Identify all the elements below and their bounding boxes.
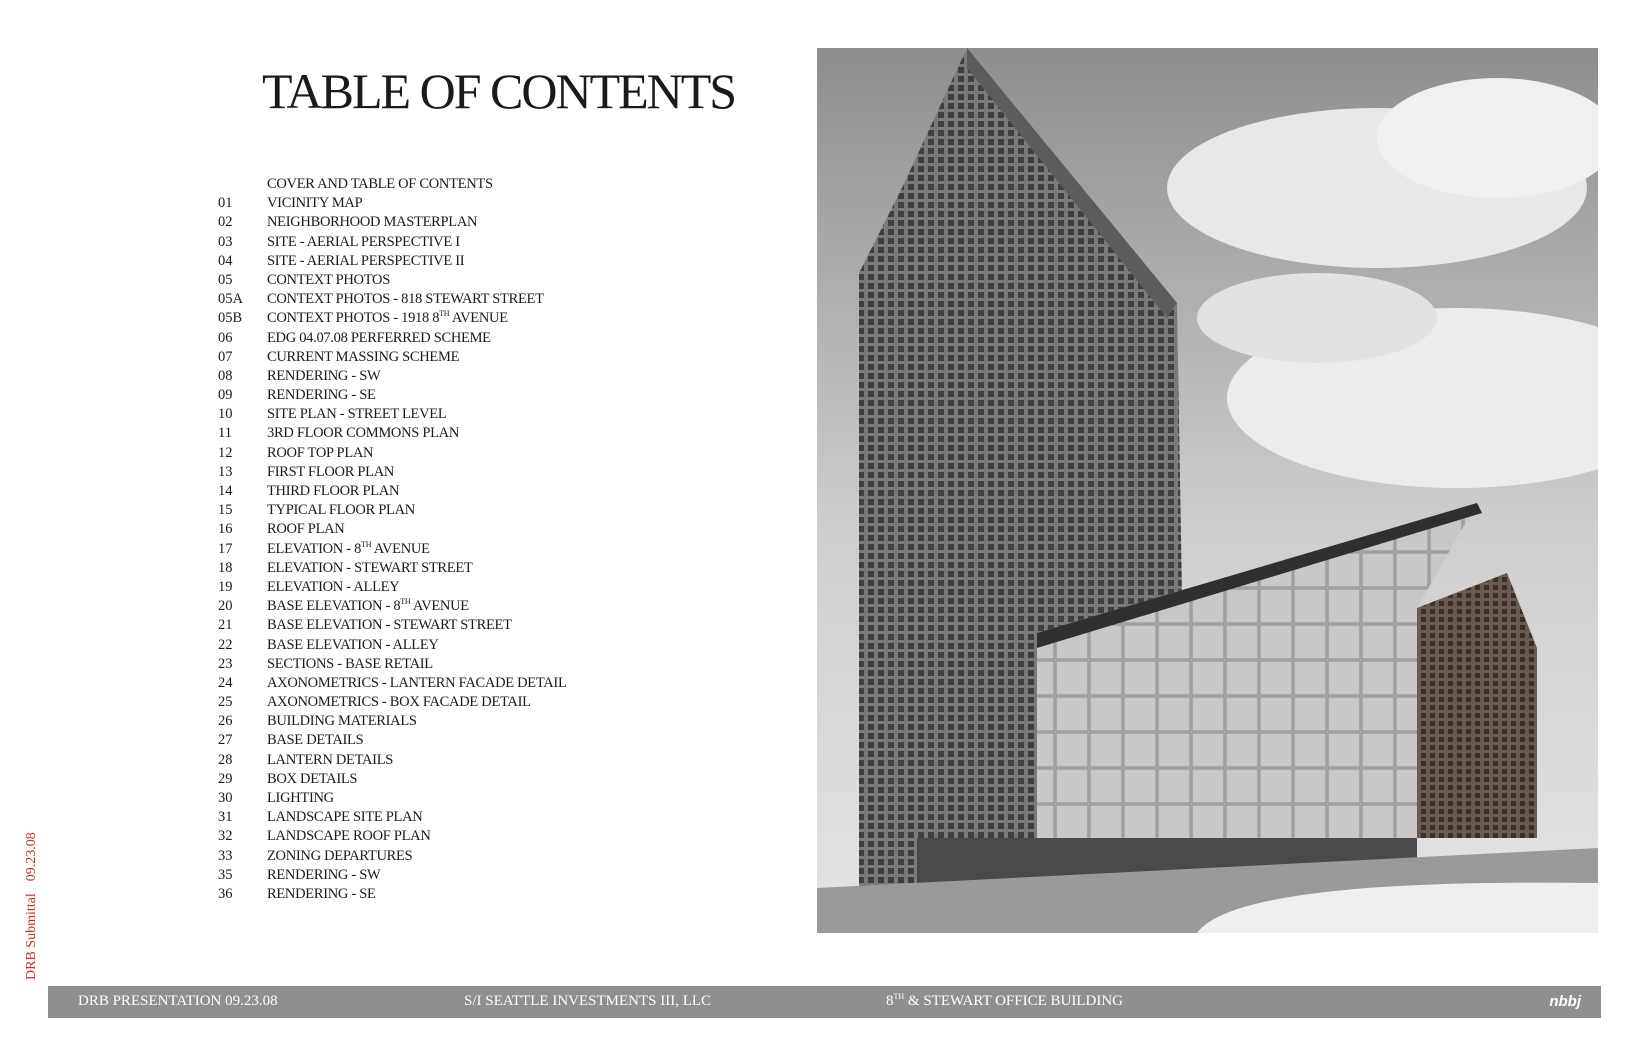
toc-row	[218, 674, 567, 693]
toc-number: 08	[218, 367, 233, 384]
toc-number: 05	[218, 271, 233, 288]
toc-row	[218, 367, 567, 386]
toc-label	[267, 367, 380, 386]
toc-row	[218, 540, 567, 559]
side-label-date: 09.23.08	[24, 832, 39, 882]
toc-row	[218, 463, 567, 482]
toc-label	[267, 559, 472, 578]
toc-label	[267, 329, 491, 348]
toc-label-text: LANDSCAPE SITE PLAN	[267, 809, 423, 826]
toc-label-text: 3RD FLOOR COMMONS PLAN	[267, 425, 460, 442]
toc-label-text: ROOF TOP PLAN	[267, 444, 374, 461]
toc-label-text: COVER AND TABLE OF CONTENTS	[267, 176, 493, 192]
toc-row	[218, 520, 567, 539]
toc-label	[267, 405, 446, 424]
toc-label	[267, 578, 399, 597]
toc-label-text: BASE ELEVATION - ALLEY	[267, 636, 439, 653]
toc-label-text: TYPICAL FLOOR PLAN	[267, 502, 415, 519]
toc-row	[218, 309, 567, 328]
toc-row	[218, 271, 567, 290]
toc-label	[267, 693, 531, 712]
toc-row	[218, 405, 567, 424]
toc-label	[267, 712, 417, 731]
toc-row	[218, 501, 567, 520]
toc-label-superscript: TH	[361, 539, 372, 549]
toc-number: 17	[218, 540, 233, 557]
toc-row	[218, 597, 567, 616]
toc-number: 32	[218, 828, 233, 845]
toc-row	[218, 751, 567, 770]
toc-label-text: RENDERING - SW	[267, 367, 381, 384]
toc-row	[218, 789, 567, 808]
toc-label	[267, 655, 433, 674]
toc-label	[267, 194, 362, 213]
building-rendering-svg	[817, 48, 1598, 933]
toc-row	[218, 847, 567, 866]
toc-label	[267, 252, 464, 271]
toc-row	[218, 175, 567, 194]
toc-row	[218, 213, 567, 232]
toc-label	[267, 751, 393, 770]
toc-label-text: SITE PLAN - STREET LEVEL	[267, 406, 447, 423]
toc-row	[218, 616, 567, 635]
toc-label	[267, 770, 357, 789]
toc-label	[267, 348, 459, 367]
toc-label	[267, 213, 477, 232]
toc-row	[218, 866, 567, 885]
toc-label-text: THIRD FLOOR PLAN	[267, 483, 400, 499]
toc-label-text: RENDERING - SE	[267, 387, 376, 404]
toc-label	[267, 636, 439, 655]
toc-label	[267, 616, 512, 635]
toc-row	[218, 559, 567, 578]
toc-number: 21	[218, 617, 233, 634]
toc-row	[218, 252, 567, 271]
toc-number: 29	[218, 770, 233, 787]
toc-number: 35	[218, 866, 233, 883]
toc-number: 19	[218, 578, 233, 595]
toc-label-text: AXONOMETRICS - LANTERN FACADE DETAIL	[267, 674, 567, 691]
toc-label-text: BASE ELEVATION - STEWART STREET	[267, 617, 512, 634]
toc-number: 16	[218, 521, 233, 538]
toc-label-text: LIGHTING	[267, 790, 334, 806]
toc-label-text: BASE DETAILS	[267, 732, 364, 749]
toc-number: 02	[218, 214, 233, 231]
toc-label	[267, 424, 459, 443]
toc-label-text: VICINITY MAP	[267, 195, 363, 212]
toc-label	[267, 674, 567, 693]
toc-row	[218, 386, 567, 405]
page-title: TABLE OF CONTENTS	[262, 63, 736, 119]
toc-row	[218, 578, 567, 597]
toc-label	[267, 827, 431, 846]
side-label-text: DRB Submittal	[24, 893, 39, 980]
toc-label	[267, 386, 376, 405]
toc-number: 14	[218, 483, 233, 499]
toc-label-text: SITE - AERIAL PERSPECTIVE I	[267, 233, 460, 250]
toc-number: 27	[218, 732, 233, 749]
toc-number: 30	[218, 790, 233, 806]
toc-label-text: ELEVATION - STEWART STREET	[267, 559, 473, 576]
toc-label	[267, 290, 544, 309]
toc-label-text: SITE - AERIAL PERSPECTIVE II	[267, 252, 465, 269]
toc-label	[267, 309, 508, 328]
toc-label-text: AXONOMETRICS - BOX FACADE DETAIL	[267, 694, 531, 711]
toc-label	[267, 597, 469, 616]
toc-row	[218, 885, 567, 904]
toc-label-superscript: TH	[400, 597, 411, 607]
toc-number: 06	[218, 329, 233, 346]
toc-label-text: RENDERING - SE	[267, 885, 376, 902]
toc-row	[218, 194, 567, 213]
toc-label-text: LANTERN DETAILS	[267, 751, 394, 768]
toc-number: 31	[218, 809, 233, 826]
toc-label	[267, 731, 363, 750]
footer-bar	[48, 986, 1601, 1018]
toc-number: 28	[218, 751, 233, 768]
toc-number: 33	[218, 847, 233, 864]
toc-number: 12	[218, 444, 233, 461]
toc-row	[218, 655, 567, 674]
toc-label	[267, 463, 394, 482]
table-of-contents	[218, 175, 567, 904]
toc-row	[218, 329, 567, 348]
toc-number: 15	[218, 502, 233, 519]
toc-label-text: ELEVATION - ALLEY	[267, 578, 400, 595]
toc-row	[218, 636, 567, 655]
toc-label-suffix: AVENUE	[371, 540, 430, 557]
toc-label-text: LANDSCAPE ROOF PLAN	[267, 828, 431, 845]
toc-row	[218, 482, 567, 501]
toc-label	[267, 808, 422, 827]
toc-row	[218, 827, 567, 846]
footer-project: 8TH & STEWART OFFICE BUILDING	[886, 992, 1123, 1009]
toc-number: 20	[218, 598, 233, 615]
toc-label-text: CONTEXT PHOTOS	[267, 271, 390, 288]
toc-number: 09	[218, 387, 233, 404]
toc-label	[267, 444, 373, 463]
toc-label	[267, 540, 430, 559]
toc-label-superscript: TH	[439, 309, 450, 319]
building-rendering-image	[817, 48, 1598, 933]
toc-number: 11	[218, 425, 232, 442]
toc-label-text: EDG 04.07.08 PERFERRED SCHEME	[267, 329, 491, 346]
toc-label-text: FIRST FLOOR PLAN	[267, 463, 395, 480]
toc-number: 13	[218, 463, 233, 480]
toc-number: 05A	[218, 291, 243, 308]
toc-label	[267, 789, 334, 808]
toc-row	[218, 290, 567, 309]
toc-label	[267, 885, 376, 904]
toc-row	[218, 731, 567, 750]
toc-label-text: ZONING DEPARTURES	[267, 847, 413, 864]
toc-number: 05B	[218, 310, 243, 327]
footer-presentation: DRB PRESENTATION 09.23.08	[78, 993, 278, 1009]
toc-number: 01	[218, 195, 233, 212]
toc-number: 03	[218, 233, 233, 250]
toc-number: 22	[218, 636, 233, 653]
toc-label	[267, 233, 460, 252]
nbbj-logo: nbbj	[1549, 993, 1581, 1010]
toc-label-text: BUILDING MATERIALS	[267, 713, 417, 730]
toc-number: 36	[218, 885, 233, 902]
footer-client: S/I SEATTLE INVESTMENTS III, LLC	[464, 993, 712, 1009]
toc-row	[218, 424, 567, 443]
toc-label-text: ELEVATION - 8	[267, 540, 362, 557]
toc-label	[267, 271, 390, 290]
toc-label-text: ROOF PLAN	[267, 521, 345, 538]
toc-label	[267, 847, 412, 866]
toc-label-text: CONTEXT PHOTOS - 1918 8	[267, 310, 440, 327]
toc-label-text: CONTEXT PHOTOS - 818 STEWART STREET	[267, 291, 544, 308]
toc-number: 26	[218, 713, 233, 730]
toc-number: 25	[218, 694, 233, 711]
toc-number: 23	[218, 655, 233, 672]
toc-row	[218, 712, 567, 731]
toc-label	[267, 175, 493, 194]
toc-label-text: RENDERING - SW	[267, 866, 381, 883]
toc-row	[218, 808, 567, 827]
toc-label	[267, 520, 344, 539]
toc-label-text: CURRENT MASSING SCHEME	[267, 348, 460, 365]
toc-label-suffix: AVENUE	[449, 310, 508, 327]
toc-label	[267, 482, 399, 501]
toc-row	[218, 770, 567, 789]
toc-row	[218, 348, 567, 367]
toc-label	[267, 501, 415, 520]
toc-number: 10	[218, 406, 233, 423]
side-label	[24, 750, 40, 980]
toc-label-text: BASE ELEVATION - 8	[267, 598, 401, 615]
toc-label	[267, 866, 380, 885]
toc-label-suffix: AVENUE	[410, 598, 469, 615]
toc-number: 18	[218, 559, 233, 576]
toc-row	[218, 233, 567, 252]
toc-label-text: NEIGHBORHOOD MASTERPLAN	[267, 214, 478, 231]
toc-number: 07	[218, 348, 233, 365]
toc-label-text: BOX DETAILS	[267, 770, 358, 787]
toc-number: 04	[218, 252, 233, 269]
toc-number: 24	[218, 674, 233, 691]
toc-label-text: SECTIONS - BASE RETAIL	[267, 655, 433, 672]
toc-row	[218, 444, 567, 463]
toc-row	[218, 693, 567, 712]
